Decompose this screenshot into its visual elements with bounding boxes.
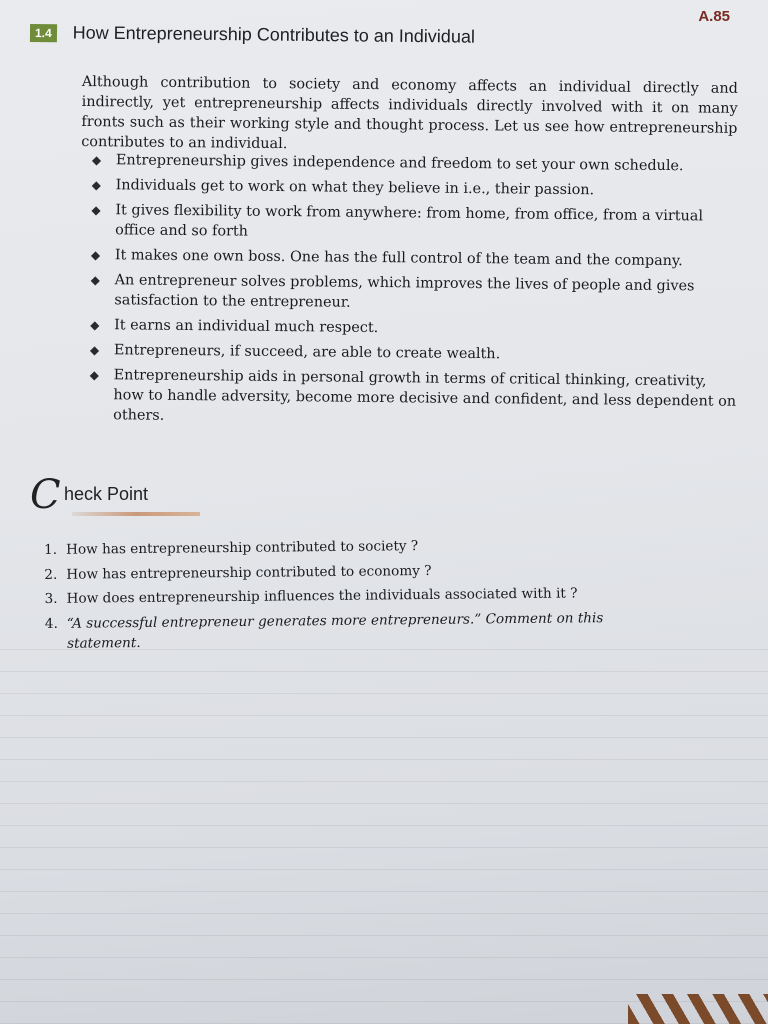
list-item: ◆ It makes one own boss. One has the full control of the team and the company.	[89, 245, 739, 272]
list-item: ◆ It earns an individual much respect.	[88, 315, 738, 342]
check-point-heading	[30, 472, 210, 522]
check-point-label: heck Point	[64, 484, 149, 504]
diamond-bullet-icon: ◆	[90, 273, 100, 288]
question-item: 3. How does entrepreneurship influences the individuals associated with it ?	[44, 585, 578, 607]
section-heading	[30, 22, 550, 48]
page-number: A.85	[698, 8, 730, 25]
contribution-list	[87, 150, 740, 437]
check-point-questions	[44, 534, 665, 658]
intro-paragraph: Although contribution to society and economy affects an individual directly and indirectly, yet entrepreneurship affects individuals directly involved with it on many fronts such as their working style and thought process. Let us see how entrepreneurship contributes to an individual.	[81, 74, 738, 153]
question-item: 1. How has entrepreneurship contributed to society ?	[44, 538, 419, 558]
decorative-stripes	[628, 994, 768, 1024]
list-item: ◆ It gives flexibility to work from anywhere: from home, from office, from a virtual office and so forth	[89, 200, 739, 247]
diamond-bullet-icon: ◆	[89, 368, 99, 383]
diamond-bullet-icon: ◆	[91, 178, 101, 193]
section-number-badge: 1.4	[30, 24, 57, 42]
list-item: ◆ Entrepreneurs, if succeed, are able to create wealth.	[88, 340, 738, 367]
diamond-bullet-icon: ◆	[91, 203, 101, 218]
list-item: ◆ Entrepreneurship gives independence and freedom to set your own schedule.	[90, 150, 740, 177]
question-item: 2. How has entrepreneurship contributed to economy ?	[44, 562, 432, 583]
check-point-initial: C	[30, 472, 61, 518]
show-through-background	[0, 640, 768, 1024]
diamond-bullet-icon: ◆	[90, 248, 101, 263]
question-item: 4. “A successful entrepreneur generates more entrepreneurs.” Comment on this statement.	[44, 609, 604, 652]
list-item: ◆ An entrepreneur solves problems, which improves the lives of people and gives satisfaction to the entrepreneur.	[88, 270, 738, 317]
decorative-underline	[72, 512, 200, 516]
list-item: ◆ Individuals get to work on what they believe in i.e., their passion.	[90, 175, 740, 202]
section-title: How Entrepreneurship Contributes to an Individual	[72, 22, 476, 47]
diamond-bullet-icon: ◆	[91, 153, 102, 168]
diamond-bullet-icon: ◆	[90, 318, 100, 333]
list-item: ◆ Entrepreneurship aids in personal growth in terms of critical thinking, creativity, how to handle adversity, become more decisive and confident, and less dependent on others.	[87, 365, 738, 432]
diamond-bullet-icon: ◆	[89, 343, 100, 358]
